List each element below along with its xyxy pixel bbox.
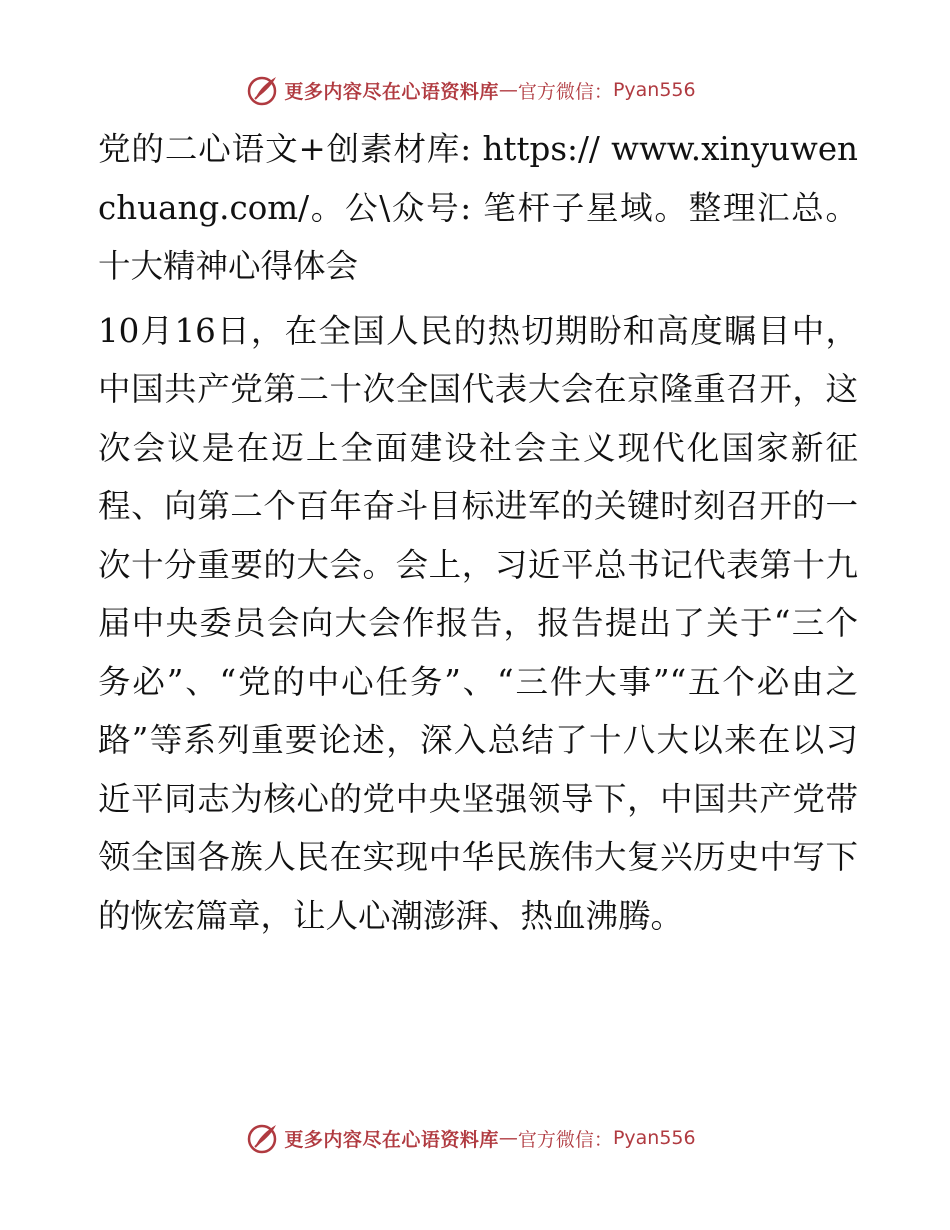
- banner-separator: —: [498, 1127, 518, 1149]
- banner-wechat-id: Pyan556: [612, 1127, 696, 1149]
- document-body: [98, 120, 858, 945]
- banner-wechat-label: 官方微信：: [517, 1128, 613, 1151]
- banner-wechat-id: Pyan556: [612, 79, 696, 101]
- footer-banner: [0, 1118, 950, 1158]
- banner-separator: —: [498, 79, 518, 101]
- quill-pen-icon: [246, 73, 280, 107]
- paragraph-intro: 党的二心语文+创素材库: https:// www.xinyuwenchuang.com/。公\众号: 笔杆子星域。整理汇总。十大精神心得体会: [98, 130, 858, 285]
- quill-pen-icon: [246, 1121, 280, 1155]
- header-banner: [0, 70, 950, 110]
- banner-text: 更多内容尽在心语资料库: [284, 80, 499, 103]
- banner-text: 更多内容尽在心语资料库: [284, 1128, 499, 1151]
- banner-wechat-label: 官方微信：: [517, 80, 613, 103]
- paragraph-main: 10月16日，在全国人民的热切期盼和高度瞩目中，中国共产党第二十次全国代表大会在京隆重召开，这次会议是在迈上全面建设社会主义现代化国家新征程、向第二个百年奋斗目标进军的关键时刻召开的一次十分重要的大会。会上，习近平总书记代表第十九届中央委员会向大会作报告，报告提出了关于“三个务必”、“党的中心任务”、“三件大事”“五个必由之路”等系列重要论述，深入总结了十八大以来在以习近平同志为核心的党中央坚强领导下，中国共产党带领全国各族人民在实现中华民族伟大复兴历史中写下的恢宏篇章，让人心潮澎湃、热血沸腾。: [98, 311, 858, 935]
